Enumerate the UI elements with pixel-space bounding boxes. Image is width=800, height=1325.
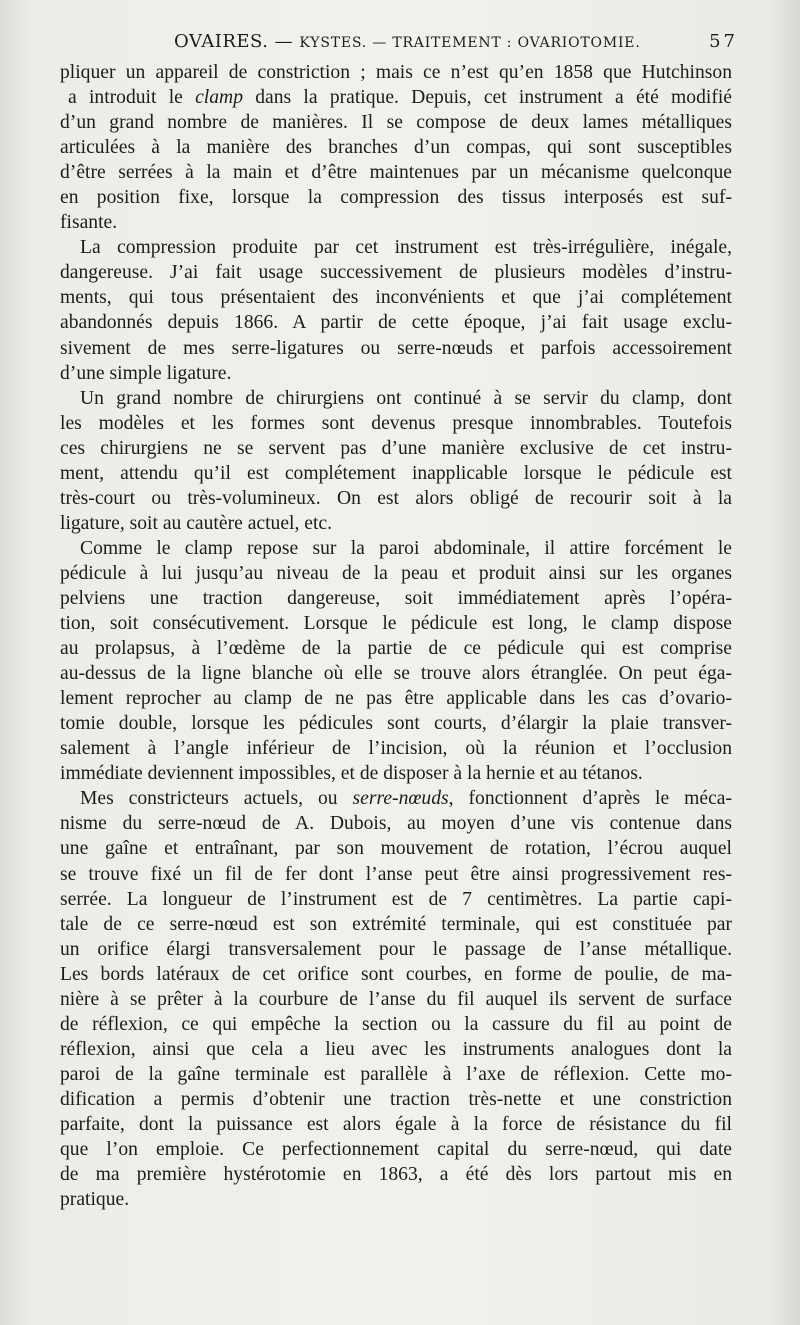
running-header (60, 31, 738, 55)
running-title: OVAIRES. — KYSTES. — TRAITEMENT : OVARIOTOMIE. (174, 31, 641, 52)
text-line: très-court ou très-volumineux. On est alors obligé de recourir soit à la (60, 487, 732, 509)
text-line: a introduit le clamp dans la pratique. Depuis, cet instrument a été modifié (68, 87, 732, 109)
emphasis-clamp: clamp (195, 87, 243, 109)
text-line: ces chirurgiens ne se servent pas d’une manière exclusive de cet instru- (60, 437, 732, 459)
text-line: sivement de mes serre-ligatures ou serre-nœuds et parfois accessoirement (60, 337, 732, 359)
header-subsection-traitement: TRAITEMENT : OVARIOTOMIE. (392, 35, 641, 51)
text-line: au prolapsus, à l’œdème de la partie de ce pédicule qui est comprise (60, 638, 732, 660)
text-line: lement reprocher au clamp de ne pas être applicable dans les cas d’ovario- (60, 688, 732, 710)
text-line: nière à se prêter à la courbure de l’anse du fil auquel ils servent de surface (60, 988, 732, 1010)
text-line: dification a permis d’obtenir une traction très-nette et une constriction (60, 1088, 732, 1110)
text-line: Un grand nombre de chirurgiens ont continué à se servir du clamp, dont (80, 387, 732, 409)
text-line: tomie double, lorsque les pédicules sont courts, d’élargir la plaie transver- (60, 713, 732, 735)
text-line: nisme du serre-nœud de A. Dubois, au moyen d’une vis contenue dans (60, 813, 732, 835)
text-line: immédiate deviennent impossibles, et de disposer à la hernie et au tétanos. (60, 763, 643, 785)
paragraph-5 (60, 786, 732, 1212)
text-line: articulées à la manière des branches d’un compas, qui sont susceptibles (60, 137, 732, 159)
text-line: tion, soit consécutivement. Lorsque le pédicule est long, le clamp dispose (60, 613, 732, 635)
text-line: de ma première hystérotomie en 1863, a été dès lors partout mis en (60, 1164, 732, 1186)
paragraph-4 (60, 536, 732, 786)
text-line: serrée. La longueur de l’instrument est de 7 centimètres. La partie capi- (60, 888, 732, 910)
text-line: au-dessus de la ligne blanche où elle se trouve alors étranglée. On peut éga- (60, 663, 732, 685)
text-line: dangereuse. J’ai fait usage successivement de plusieurs modèles d’instru- (60, 262, 732, 284)
page-number: 57 (709, 31, 738, 52)
text-line: Mes constricteurs actuels, ou serre-nœuds, fonctionnent d’après le méca- (80, 788, 732, 810)
text-line: tale de ce serre-nœud est son extrémité terminale, qui est constituée par (60, 913, 732, 935)
text-line: La compression produite par cet instrument est très-irrégulière, inégale, (80, 237, 732, 259)
text-line: une gaîne et entraînant, par son mouvement de rotation, l’écrou auquel (60, 838, 732, 860)
text-line: fisante. (60, 212, 118, 234)
paragraph-3 (60, 386, 732, 536)
paragraph-2 (60, 235, 732, 385)
paragraph-1 (60, 60, 732, 235)
text-line: les modèles et les formes sont devenus presque innombrables. Toutefois (60, 412, 732, 434)
text-line: Comme le clamp repose sur la paroi abdominale, il attire forcément le (80, 537, 732, 559)
text-line: ligature, soit au cautère actuel, etc. (60, 512, 332, 534)
text-line: Les bords latéraux de cet orifice sont courbes, en forme de poulie, de ma- (60, 963, 732, 985)
text-line: pelviens une traction dangereuse, soit immédiatement après l’opéra- (60, 587, 732, 609)
text-line: paroi de la gaîne terminale est parallèle à l’axe de réflexion. Cette mo- (60, 1063, 732, 1085)
text-line: pliquer un appareil de constriction ; mais ce n’est qu’en 1858 que Hutchinson (60, 62, 732, 83)
emphasis-serre-noeuds: serre-nœuds (352, 788, 449, 810)
text-line: pratique. (60, 1189, 130, 1211)
text-line: se trouve fixé un fil de fer dont l’anse peut être ainsi progressivement res- (60, 863, 732, 885)
text-line: d’être serrées à la main et d’être maintenues par un mécanisme quelconque (60, 162, 732, 184)
text-line: pédicule à lui jusqu’au niveau de la peau et produit ainsi sur les organes (60, 562, 732, 584)
header-subsection-kystes: KYSTES. (299, 35, 368, 51)
text-line: de réflexion, ce qui empêche la section ou la cassure du fil au point de (60, 1013, 732, 1035)
text-line: ment, attendu qu’il est complétement inapplicable lorsque le pédicule est (60, 462, 732, 484)
text-line: réflexion, ainsi que cela a lieu avec les instruments analogues dont la (60, 1038, 732, 1060)
text-line: d’une simple ligature. (60, 362, 232, 384)
text-line: que l’on emploie. Ce perfectionnement capital du serre-nœud, qui date (60, 1139, 732, 1161)
text-line: salement à l’angle inférieur de l’incision, où la réunion et l’occlusion (60, 738, 732, 760)
text-line: ments, qui tous présentaient des inconvénients et que j’ai complétement (60, 287, 732, 309)
text-line: d’un grand nombre de manières. Il se compose de deux lames métalliques (60, 112, 732, 134)
text-line: abandonnés depuis 1866. A partir de cette époque, j’ai fait usage exclu- (60, 312, 732, 334)
text-line: en position fixe, lorsque la compression des tissus interposés est suf- (60, 187, 732, 209)
text-line: un orifice élargi transversalement pour le passage de l’anse métallique. (60, 938, 732, 960)
text-line: parfaite, dont la puissance est alors égale à la force de résistance du fil (60, 1113, 732, 1135)
body-text (60, 60, 732, 1212)
header-section: OVAIRES. (174, 31, 269, 52)
